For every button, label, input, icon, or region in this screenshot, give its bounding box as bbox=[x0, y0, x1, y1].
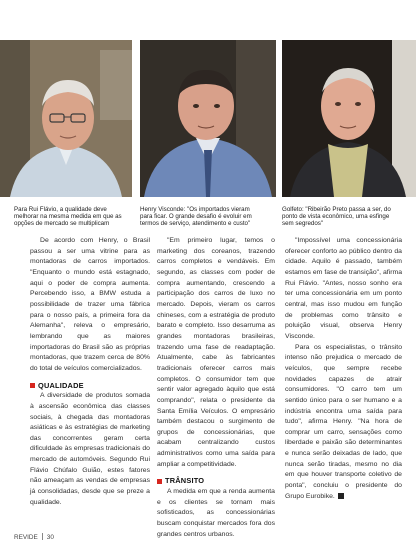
photo-caption-3: Golfeto: "Ribeirão Preto passa a ser, do ponto de vista econômico, uma esfinge sem segredos" bbox=[282, 206, 391, 228]
article-paragraph: Para os especialistas, o trânsito intenso não prejudica o mercado de veículos, que sempre recebe novidades capazes de atrair consumidores. "O carro tem um sentido único para o ser humano e a indústria encontra uma saída para tudo", afirma Henry. "Na hora de comprar um carro, sensações como liberdade e paixão são determinantes e nunca serão deixadas de lado, que nunca serão tiradas, mesmo no dia em que houver transporte coletivo de ponta", concluiu o presidente do Grupo Eurobike. bbox=[285, 343, 402, 500]
photo-strip bbox=[0, 0, 416, 197]
article-paragraph: A diversidade de produtos somada à ascensão econômica das classes sociais, à chegada das montadoras asiáticas e às estratégias de marketing das concorrentes geram certa dificuldade às empresas tradicionais do mercado de automóveis. Segundo Rui Flávio Chúfalo Guião, estes fatores não ameaçam as vendas de empresas já consolidadas, desde que se preze a qualidade. bbox=[30, 392, 150, 506]
section-heading-transito bbox=[157, 476, 275, 487]
photo-henry-visconde bbox=[140, 40, 276, 197]
article-paragraph: De acordo com Henry, o Brasil passou a ser uma vitrine para as montadoras de carros importados. "Enquanto o mundo está estagnado, aqui o poder de compra aumenta. Percebendo isso, a BMW estuda a possibilidade de trazer uma fábrica para o nosso país, a primeira fora da Alemanha", releva o empresário, lembrando que as maiores importadoras do Brasil são as próprias montadoras, que trazem cerca de 80% do total de veículos comercializados. bbox=[30, 237, 150, 372]
article-column-3 bbox=[285, 236, 402, 502]
section-bullet-icon bbox=[157, 479, 162, 484]
magazine-name: REVIDE bbox=[14, 534, 38, 541]
photo-caption-1: Para Rui Flávio, a qualidade deve melhorar na mesma medida em que as opções de mercado se multiplicam bbox=[14, 206, 122, 228]
section-heading-text: TRÂNSITO bbox=[165, 476, 205, 486]
photo-golfeto bbox=[282, 40, 416, 197]
end-of-article-icon bbox=[338, 493, 344, 499]
article-column-2 bbox=[157, 236, 275, 540]
article-paragraph: "Impossível uma concessionária oferecer conforto ao público dentro da cidade. Aquilo é passado, também estamos em fase de transição", afirma Rui Flávio. "Antes, nosso sonho era ter uma concessionária em um ponto central, mas isso mudou em função de problemas como trânsito e poluição visual, observa Henry Visconde. bbox=[285, 237, 402, 340]
article-paragraph: A medida em que a renda aumenta e os clientes se tornam mais sofisticados, as concessionárias buscam conquistar mercados fora dos grandes centros urbanos. bbox=[157, 488, 275, 538]
article-paragraph: "Em primeiro lugar, temos o marketing dos coreanos, trazendo carros completos e vendáveis. Em segundo, as classes com poder de compra aumentando, crescendo a participação dos carros de luxo no mercado. Depois, vieram os carros chineses, com a estratégia de produto barato e completo. Isso desarruma as grandes montadoras brasileiras, trazendo uma fase de readaptação. Atualmente, cabe às fabricantes tradicionais oferecer carros mais completos. O consumidor tem que sentir valor agregado àquilo que está comprando", relata o presidente da Santa Emília Veículos. O empresário também destacou o surgimento de grupos de concessionárias, que acabam centralizando custos administrativos como uma saída para ampliar a competitividade. bbox=[157, 237, 275, 468]
article-column-1 bbox=[30, 236, 150, 508]
photo-caption-2: Henry Visconde: "Os importados vieram para ficar. O grande desafio é evoluir em termos de serviço, atendimento e custo" bbox=[140, 206, 252, 228]
page-footer bbox=[14, 533, 54, 541]
section-bullet-icon bbox=[30, 383, 35, 388]
section-heading-qualidade bbox=[30, 381, 150, 392]
page-number: 30 bbox=[46, 534, 54, 541]
footer-divider bbox=[42, 533, 43, 540]
article-paragraph-final bbox=[285, 343, 402, 503]
photo-rui-flavio bbox=[0, 40, 132, 197]
section-heading-text: QUALIDADE bbox=[38, 380, 84, 390]
